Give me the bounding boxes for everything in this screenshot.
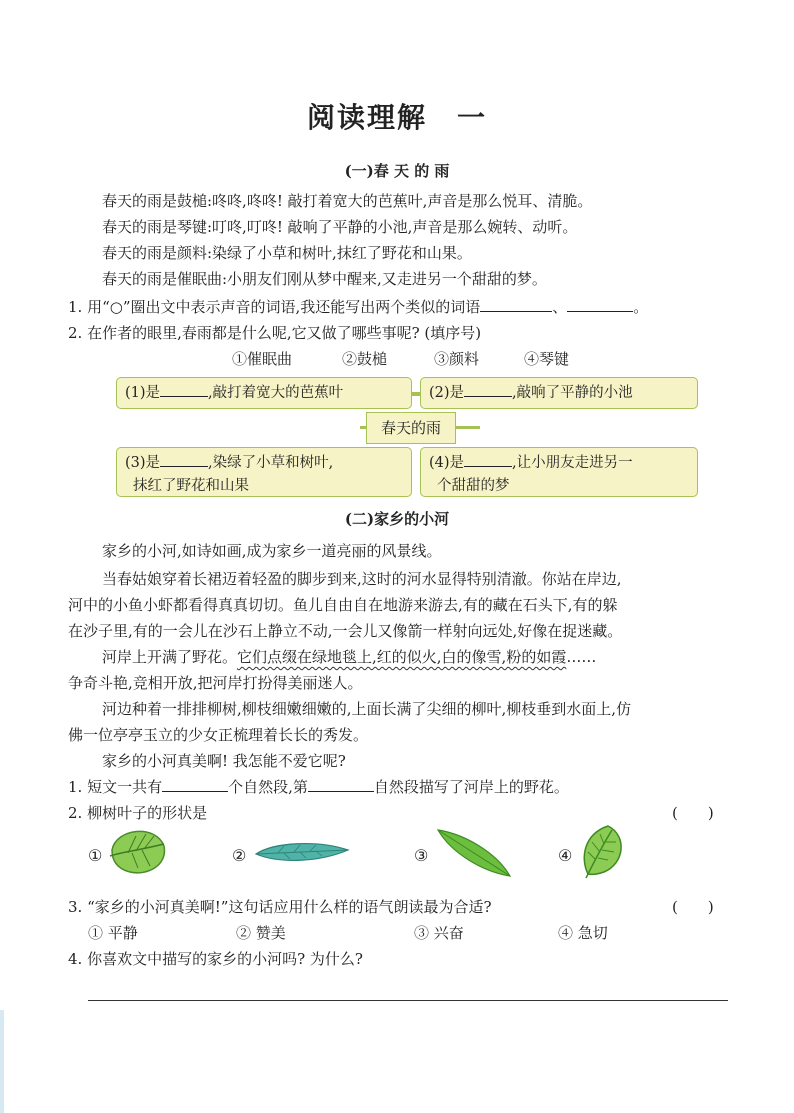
s2-q1-part-b: 个自然段,第 [228, 778, 308, 796]
s1-paragraph-2: 春天的雨是琴键:叮咚,叮咚! 敲响了平静的小池,声音是那么婉转、动听。 [102, 218, 578, 236]
leaf-option-label-4: ④ [558, 846, 573, 865]
answer-parentheses[interactable]: ( ) [672, 804, 714, 822]
diagram-center-label: 春天的雨 [366, 412, 456, 444]
p3-lead: 河岸上开满了野花。 [102, 648, 238, 666]
diagram-box-4 [420, 447, 698, 497]
s2-q3-option-1: ① 平静 [88, 924, 138, 942]
s2-paragraph-2-line-3: 在沙子里,有的一会儿在沙石上静立不动,一会儿又像箭一样射向远处,好像在捉迷藏。 [68, 622, 623, 640]
s2-question-4: 4. 你喜欢文中描写的家乡的小河吗? 为什么? [68, 950, 363, 968]
oval-leaf-icon [578, 822, 630, 880]
s1-option-4: ④琴键 [524, 350, 570, 368]
s2-q3-option-4: ④ 急切 [558, 924, 608, 942]
box-4-prefix: (4)是 [429, 455, 465, 471]
s1-q1-sep: 、 [552, 298, 568, 316]
s2-question-2: 2. 柳树叶子的形状是 [68, 804, 208, 822]
s2-paragraph-2-line-2: 河中的小鱼小虾都看得真真切切。鱼儿自由自在地游来游去,有的藏在石头下,有的躲 [68, 596, 618, 614]
box-2-prefix: (2)是 [429, 385, 465, 401]
round-leaf-icon [106, 822, 170, 878]
s2-paragraph-4-line-1: 河边种着一排排柳树,柳枝细嫩细嫩的,上面长满了尖细的柳叶,柳枝垂到水面上,仿 [102, 700, 632, 718]
box-1-prefix: (1)是 [125, 385, 161, 401]
s1-paragraph-3: 春天的雨是颜料:染绿了小草和树叶,抹红了野花和山果。 [102, 244, 472, 262]
answer-blank[interactable] [567, 297, 633, 312]
long-narrow-leaf-icon [254, 838, 350, 866]
s2-q3-option-2: ② 赞美 [236, 924, 286, 942]
s1-option-2: ②鼓槌 [342, 350, 388, 368]
s1-q1-text: 1. 用“○”圈出文中表示声音的词语,我还能写出两个类似的词语 [68, 298, 481, 316]
answer-blank[interactable] [464, 382, 512, 397]
answer-blank[interactable] [162, 777, 228, 792]
s2-paragraph-3-line-1 [102, 646, 596, 667]
diagram-box-2 [420, 377, 698, 409]
s1-question-1 [68, 296, 648, 317]
s1-option-3: ③颜料 [434, 350, 480, 368]
s2-paragraph-3-line-2: 争奇斗艳,竞相开放,把河岸打扮得美丽迷人。 [68, 674, 363, 692]
box-4-text-line2: 个甜甜的梦 [437, 478, 510, 494]
s2-paragraph-5: 家乡的小河真美啊! 我怎能不爱它呢? [102, 752, 346, 770]
s1-paragraph-1: 春天的雨是鼓槌:咚咚,咚咚! 敲打着宽大的芭蕉叶,声音是那么悦耳、清脆。 [102, 192, 593, 210]
s2-paragraph-2-line-1: 当春姑娘穿着长裙迈着轻盈的脚步到来,这时的河水显得特别清澈。你站在岸边, [102, 570, 622, 588]
s2-paragraph-4-line-2: 佛一位亭亭玉立的少女正梳理着长长的秀发。 [68, 726, 369, 744]
leaf-option-label-1: ① [88, 846, 103, 865]
box-2-text: ,敲响了平静的小池 [512, 385, 633, 401]
answer-blank[interactable] [308, 777, 374, 792]
willow-leaf-icon [434, 824, 514, 880]
s1-q1-end: 。 [633, 298, 649, 316]
box-3-text: ,染绿了小草和树叶, [208, 455, 334, 471]
section1-heading: (一)春 天 的 雨 [344, 162, 450, 180]
diagram-box-1 [116, 377, 412, 409]
answer-blank[interactable] [160, 452, 208, 467]
p3-wavy-underlined: 它们点缀在绿地毯上,红的似火,白的像雪,粉的如霞 [237, 648, 567, 666]
leaf-option-label-2: ② [232, 846, 247, 865]
s2-q1-part-a: 1. 短文一共有 [68, 778, 163, 796]
box-4-text: ,让小朋友走进另一 [512, 455, 633, 471]
answer-line[interactable] [88, 1000, 728, 1001]
s2-paragraph-1: 家乡的小河,如诗如画,成为家乡一道亮丽的风景线。 [102, 542, 442, 560]
box-3-text-line2: 抹红了野花和山果 [133, 478, 249, 494]
s1-paragraph-4: 春天的雨是催眠曲:小朋友们刚从梦中醒来,又走进另一个甜甜的梦。 [102, 270, 547, 288]
answer-blank[interactable] [160, 382, 208, 397]
p3-ellipsis: …… [566, 648, 597, 666]
section2-heading: (二)家乡的小河 [344, 510, 450, 528]
page-edge-strip [0, 1010, 4, 1113]
s2-q1-part-c: 自然段描写了河岸上的野花。 [373, 778, 569, 796]
leaf-option-label-3: ③ [414, 846, 429, 865]
answer-blank[interactable] [464, 452, 512, 467]
page-title: 阅读理解 一 [306, 101, 487, 134]
s1-option-1: ①催眠曲 [232, 350, 293, 368]
s2-q3-option-3: ③ 兴奋 [414, 924, 464, 942]
answer-parentheses[interactable]: ( ) [672, 898, 714, 916]
answer-blank[interactable] [480, 297, 552, 312]
box-1-text: ,敲打着宽大的芭蕉叶 [208, 385, 344, 401]
s1-question-2: 2. 在作者的眼里,春雨都是什么呢,它又做了哪些事呢? (填序号) [68, 324, 482, 342]
box-3-prefix: (3)是 [125, 455, 161, 471]
diagram-box-3 [116, 447, 412, 497]
s2-question-3: 3. “家乡的小河真美啊!”这句话应用什么样的语气朗读最为合适? [68, 898, 492, 916]
s2-question-1 [68, 776, 569, 797]
